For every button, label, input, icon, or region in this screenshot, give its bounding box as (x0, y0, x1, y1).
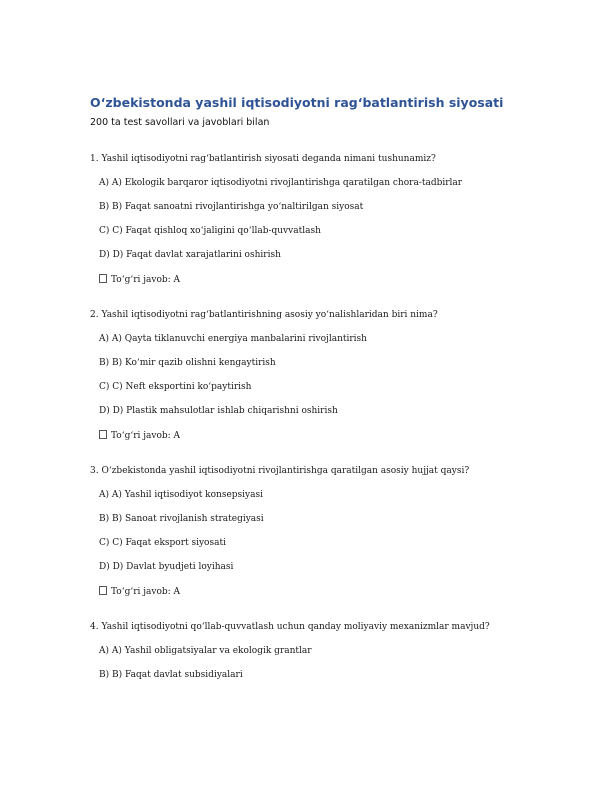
question-block-2 (90, 310, 590, 442)
option-b: B) B) Ko‘mir qazib olishni kengaytirish (99, 358, 276, 368)
option-a: A) A) Yashil iqtisodiyot konsepsiyasi (99, 490, 263, 500)
question-text: 1. Yashil iqtisodiyotni rag‘batlantirish siyosati deganda nimani tushunamiz? (90, 154, 436, 164)
option-c: C) C) Faqat eksport siyosati (99, 538, 226, 548)
question-list (90, 154, 590, 705)
checkbox-icon (99, 274, 107, 283)
answer-line (90, 430, 590, 442)
option-a: A) A) Qayta tiklanuvchi energiya manbalarini rivojlantirish (99, 334, 367, 344)
option-a: A) A) Yashil obligatsiyalar va ekologik grantlar (99, 646, 312, 656)
document-subtitle: 200 ta test savollari va javoblari bilan (90, 117, 270, 128)
document-title: O‘zbekistonda yashil iqtisodiyotni rag‘batlantirish siyosati (90, 95, 504, 110)
answer-text: To‘g‘ri javob: A (111, 275, 181, 285)
answer-text: To‘g‘ri javob: A (111, 431, 181, 441)
answer-text: To‘g‘ri javob: A (111, 587, 181, 597)
option-a: A) A) Ekologik barqaror iqtisodiyotni rivojlantirishga qaratilgan chora-tadbirlar (99, 178, 463, 188)
question-block-1 (90, 154, 590, 286)
option-d: D) D) Davlat byudjeti loyihasi (99, 562, 234, 572)
question-text: 4. Yashil iqtisodiyotni qo‘llab-quvvatlash uchun qanday moliyaviy mexanizmlar mavjud? (90, 622, 490, 632)
question-block-3 (90, 466, 590, 598)
question-block-4 (90, 622, 590, 681)
option-b: B) B) Faqat davlat subsidiyalari (99, 670, 243, 680)
answer-line (90, 274, 590, 286)
option-b: B) B) Sanoat rivojlanish strategiyasi (99, 514, 264, 524)
question-text: 2. Yashil iqtisodiyotni rag‘batlantirishning asosiy yo‘nalishlaridan biri nima? (90, 310, 438, 320)
option-b: B) B) Faqat sanoatni rivojlantirishga yo‘naltirilgan siyosat (99, 202, 364, 212)
checkbox-icon (99, 586, 107, 595)
question-text: 3. O‘zbekistonda yashil iqtisodiyotni rivojlantirishga qaratilgan asosiy hujjat qaysi? (90, 466, 470, 476)
answer-line (90, 586, 590, 598)
checkbox-icon (99, 430, 107, 439)
option-c: C) C) Neft eksportini ko‘paytirish (99, 382, 252, 392)
option-c: C) C) Faqat qishloq xo‘jaligini qo‘llab-quvvatlash (99, 226, 321, 236)
option-d: D) D) Faqat davlat xarajatlarini oshirish (99, 250, 281, 260)
option-d: D) D) Plastik mahsulotlar ishlab chiqarishni oshirish (99, 406, 338, 416)
